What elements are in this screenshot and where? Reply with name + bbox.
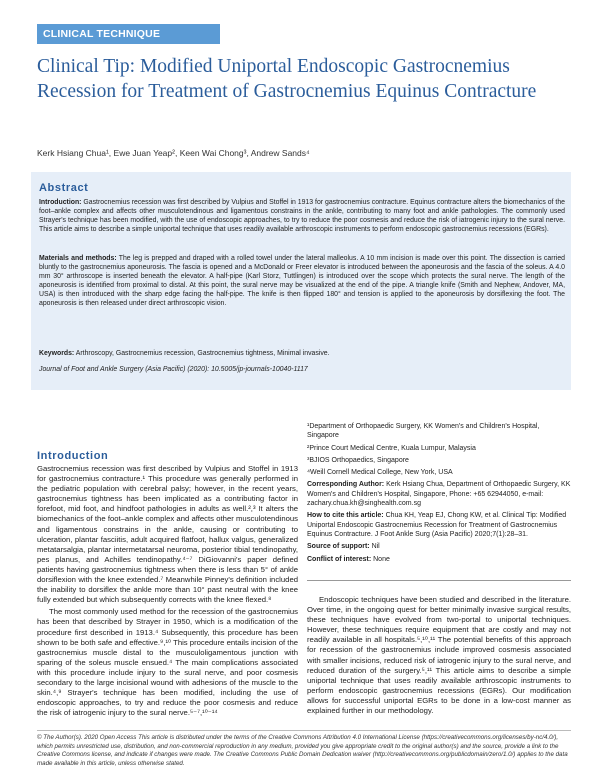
corr-text: Kerk Hsiang Chua, Department of Orthopaedic Surgery, KK Women's and Children's Hospital, Singapore, Phone: +65 62944050, e-mail: zachary.chua.kh@singhealth.com.sg — [307, 481, 571, 508]
article-title: Clinical Tip: Modified Uniportal Endoscopic Gastrocnemius Recession for Treatment of Gastrocnemius Equinus Contracture — [37, 56, 537, 102]
abstract-heading: Abstract — [39, 182, 89, 194]
footer-divider — [37, 730, 571, 731]
corresponding-author — [307, 480, 571, 508]
journal-reference: Journal of Foot and Ankle Surgery (Asia Pacific) (2020): 10.5005/jp-journals-10040-1117 — [39, 366, 308, 373]
abstract-intro-label: Introduction: — [39, 199, 82, 206]
abstract-introduction — [39, 198, 565, 234]
section-banner — [37, 24, 220, 44]
affiliations-block — [307, 422, 571, 567]
conflict-text: None — [371, 555, 390, 563]
keywords-label: Keywords: — [39, 350, 75, 357]
affiliation-1: ¹Department of Orthopaedic Surgery, KK Women's and Children's Hospital, Singapore — [307, 423, 540, 440]
abstract-keywords — [39, 349, 565, 358]
conflict-of-interest — [307, 555, 571, 564]
abstract-methods-text: The leg is prepped and draped with a rolled towel under the lateral malleolus. A 10 mm incision is made over this point. The dissection is carried bluntly to the gastrocnemius aponeurosis. The fascia is opened and a McDonald or Freer elevator is introduced between the aponeurosis and the fascia of the soleus. A 4.0 mm 30° arthroscope is inserted beneath the elevator. A half-pipe (Karl Storz, Tuttlingen) is introduced over the scope which protects the sural nerve. The length of the aponeurosis is identified from proximal to distal. At this point, the sural nerve may be visualized at the end of the pipe. A triangle knife (Smith and Nephew, Andover, MA, USA) is then introduced with the sharp edge facing the half-pipe. The knife is then flipped 180° and tension is applied to the aponeurosis by dorsiflexing the foot. The aponeurosis is then released under direct arthroscopic vision. — [39, 255, 565, 308]
source-of-support — [307, 542, 571, 551]
support-label: Source of support: — [307, 543, 370, 551]
introduction-body — [37, 464, 298, 718]
author-list: Kerk Hsiang Chua¹, Ewe Juan Yeap², Keen Wai Chong³, Andrew Sands⁴ — [37, 148, 310, 158]
right-column-paragraph: Endoscopic techniques have been studied and described in the literature. Over time, in the ongoing quest for better minimally invasive surgical results, these techniques have evolved from two-portal to uniportal techniques. However, these techniques require equipment that are costly and may not readily available in all hospitals.⁵,¹⁰,¹¹ The potential benefits of this approach for recession of the gastrocnemius include improved cosmesis associated with smaller incisions, reduced risk of iatrogenic injury to the sural nerve, and reduced duration of the surgery.⁵,¹¹ This article aims to describe a simple uniportal technique that uses readily available arthroscopic instruments to perform endoscopic gastrocnemius recessions (EGRs). Our modification allows for successful uniportal EGRs to be done in a low-cost manner as explained further in our methodology. — [307, 595, 571, 716]
affiliation-3: ³BJIOS Orthopaedics, Singapore — [307, 456, 409, 464]
banner-label: CLINICAL TECHNIQUE — [43, 28, 161, 40]
corr-label: Corresponding Author: — [307, 481, 385, 489]
abstract-methods — [39, 254, 565, 309]
introduction-paragraph-2: The most commonly used method for the recession of the gastrocnemius has been that described by Strayer in 1950, which is a modification of the procedure first described in 1913.⁴ Subsequently, this procedure has been shown to be both safe and effective.⁹,¹⁰ This procedure entails incision of the gastrocnemius muscle distal to the musculoligamentous junction with sparing of the soleus muscle ensued.⁴ The main complications associated with this procedure include injury to the sural nerve, and poor cosmesis secondary to the large incisional wound with adhesions of the muscle to the skin.⁴,⁹ Strayer's technique has been modified, including the use of endoscopic approaches, to try and reduce the poor cosmesis and reduce the risk of iatrogenic injury to the sural nerve.⁵⁻⁷,¹⁰⁻¹⁴ — [37, 607, 298, 718]
support-text: Nil — [369, 543, 380, 551]
affiliation-2: ²Prince Court Medical Centre, Kuala Lumpur, Malaysia — [307, 444, 476, 452]
abstract-box — [31, 172, 571, 390]
conflict-label: Conflict of interest: — [307, 555, 372, 563]
how-to-cite — [307, 511, 571, 539]
license-notice: © The Author(s). 2020 Open Access This article is distributed under the terms of the Creative Commons Attribution 4.0 International License (https://creativecommons.org/licenses/by-nc/4.0/), which permits unrestricted use, distribution, and non-commercial reproduction in any medium, provided you give appropriate credit to the original author(s) and the source, provide a link to the Creative Commons license, and indicate if changes were made. The Creative Commons Public Domain Dedication waiver (http://creativecommons.org/publicdomain/zero/1.0/) applies to the data made available in this article, unless otherwise stated. — [37, 734, 568, 767]
keywords-text: Arthroscopy, Gastrocnemius recession, Gastrocnemius tightness, Minimal invasive. — [74, 350, 330, 357]
cite-text: Chua KH, Yeap EJ, Chong KW, et al. Clinical Tip: Modified Uniportal Endoscopic Gastrocnemius Recession for Treatment of Gastrocnemius Equinus Contracture. J Foot Ankle Surg (Asia Pacific) 2020;7(1):28–31. — [307, 512, 567, 538]
cite-label: How to cite this article: — [307, 512, 384, 520]
abstract-intro-text: Gastrocnemius recession was first described by Vulpius and Stoffel in 1913 for gastrocnemius contracture. Equinus contracture alters the biomechanics of the foot–ankle complex and affects other musculotendinous and ligamentous constrains in the ankle, contributing to many foot and ankle pathologies. The commonly used Strayer's technique has been modified, with the use of endoscopic approaches, to try to reduce the poor cosmesis and reduce the risk of iatrogenic injury to the sural nerve. This article aims to describe a simple uniportal technique that uses readily available arthroscopic instruments to perform endoscopic gastrocnemius recessions (EGRs). — [39, 199, 565, 234]
affiliation-4: ⁴Weill Cornell Medical College, New York, USA — [307, 469, 453, 477]
introduction-paragraph-1: Gastrocnemius recession was first described by Vulpius and Stoffel in 1913 for gastrocnemius contracture.¹ This procedure was generally performed in the pediatric population with cerebral palsy; however, in the recent years, gastrocnemius tightness has been implicated as a contributing factor in forefoot, mid foot, and hindfoot pathologies in adults as well.²,³ It alters the biomechanics of the foot–ankle complex and affects other musculotendinous and ligamentous constrains in the ankle, causing or contributing to ulceration, plantar fasciitis, adult acquired flatfoot, hallux valgus, generalized metatarsalgia, plantar intermetatarsal neuroma, posterior tibial tendinopathy, pes planus, and Achilles tendinopathy.⁴⁻⁷ DiGiovanni's paper defined patients having gastrocnemius tightness when there is less than 5° of ankle dorsiflexion with the knee extended.⁷ Meanwhile Pinney's definition included the inability to dorsiflex the ankle more than 10° past neutral with the knee fully extended but which subsequently corrects with the knee flexed.⁸ — [37, 464, 298, 605]
affiliation-divider — [307, 580, 571, 581]
abstract-methods-label: Materials and methods: — [39, 255, 117, 262]
introduction-heading: Introduction — [37, 450, 109, 462]
